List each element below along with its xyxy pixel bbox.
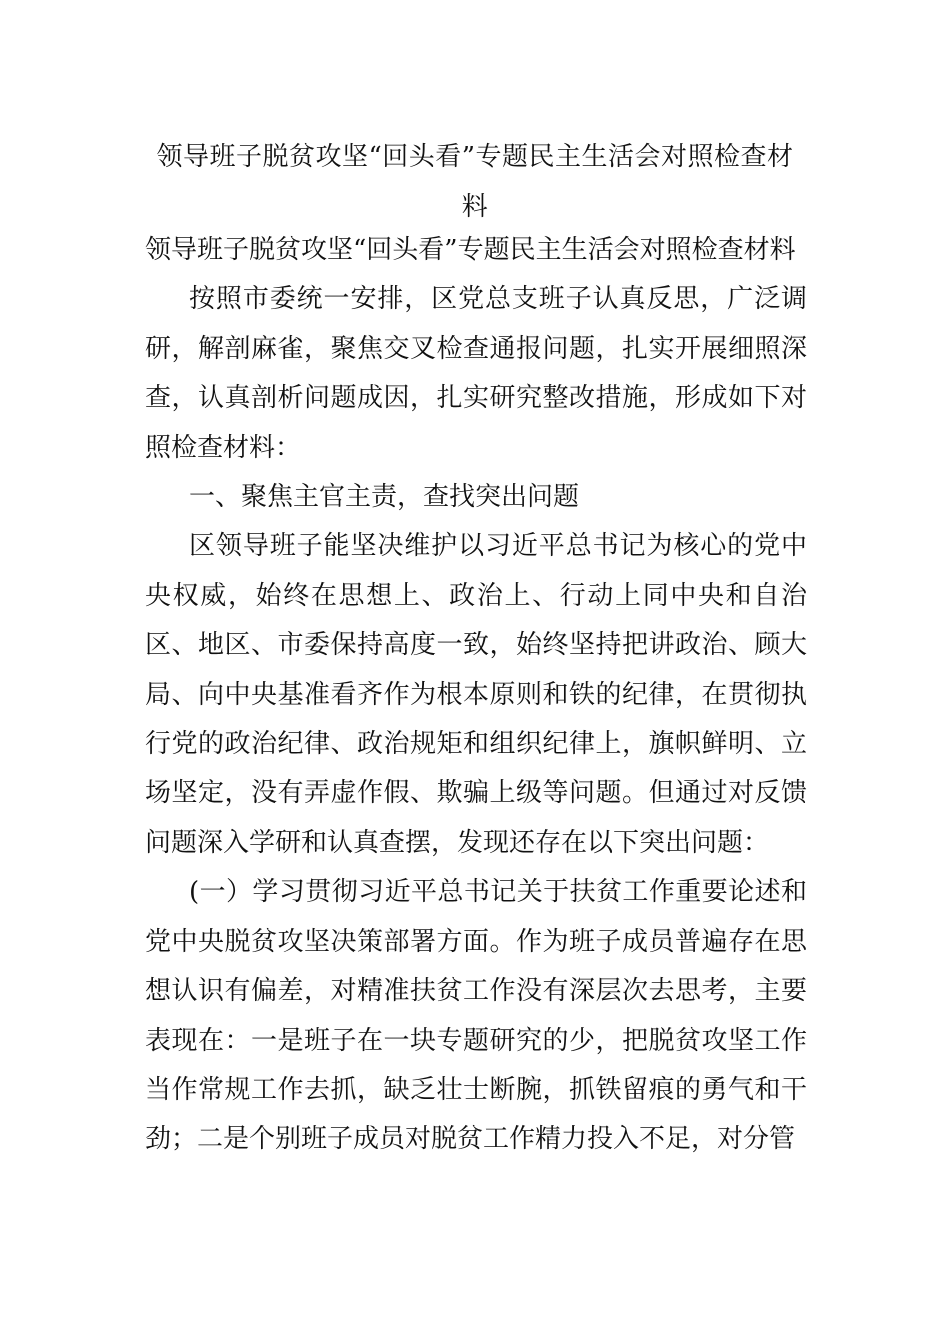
paragraph-item-1: (一）学习贯彻习近平总书记关于扶贫工作重要论述和党中央脱贫攻坚决策部署方面。作为班子成员普遍存在思想认识有偏差，对精准扶贫工作没有深层次去思考，主要表现在：一是班子在一块专题研究的少，把脱贫攻坚工作当作常规工作去抓，缺乏壮士断腕，抓铁留痕的勇气和干劲；二是个别班子成员对脱贫工作精力投入不足，对分管	[145, 877, 807, 1155]
document-body	[145, 226, 807, 1165]
paragraph-intro: 按照市委统一安排，区党总支班子认真反思，广泛调研，解剖麻雀，聚焦交叉检查通报问题，扎实开展细照深查，认真剖析问题成因，扎实研究整改措施，形成如下对照检查材料：	[145, 284, 807, 463]
document-subtitle: 领导班子脱贫攻坚“回头看”专题民主生活会对照检查材料	[145, 235, 796, 265]
section-heading-1: 一、聚焦主官主责，查找突出问题	[189, 482, 580, 513]
document-title: 领导班子脱贫攻坚“回头看”专题民主生活会对照检查材料	[156, 142, 794, 222]
paragraph-overview: 区领导班子能坚决维护以习近平总书记为核心的党中央权威，始终在思想上、政治上、行动上同中央和自治区、地区、市委保持高度一致，始终坚持把讲政治、顾大局、向中央基准看齐作为根本原则和铁的纪律，在贯彻执行党的政治纪律、政治规矩和组织纪律上，旗帜鲜明、立场坚定，没有弄虚作假、欺骗上级等问题。但通过对反馈问题深入学研和认真查摆，发现还存在以下突出问题：	[145, 531, 807, 858]
